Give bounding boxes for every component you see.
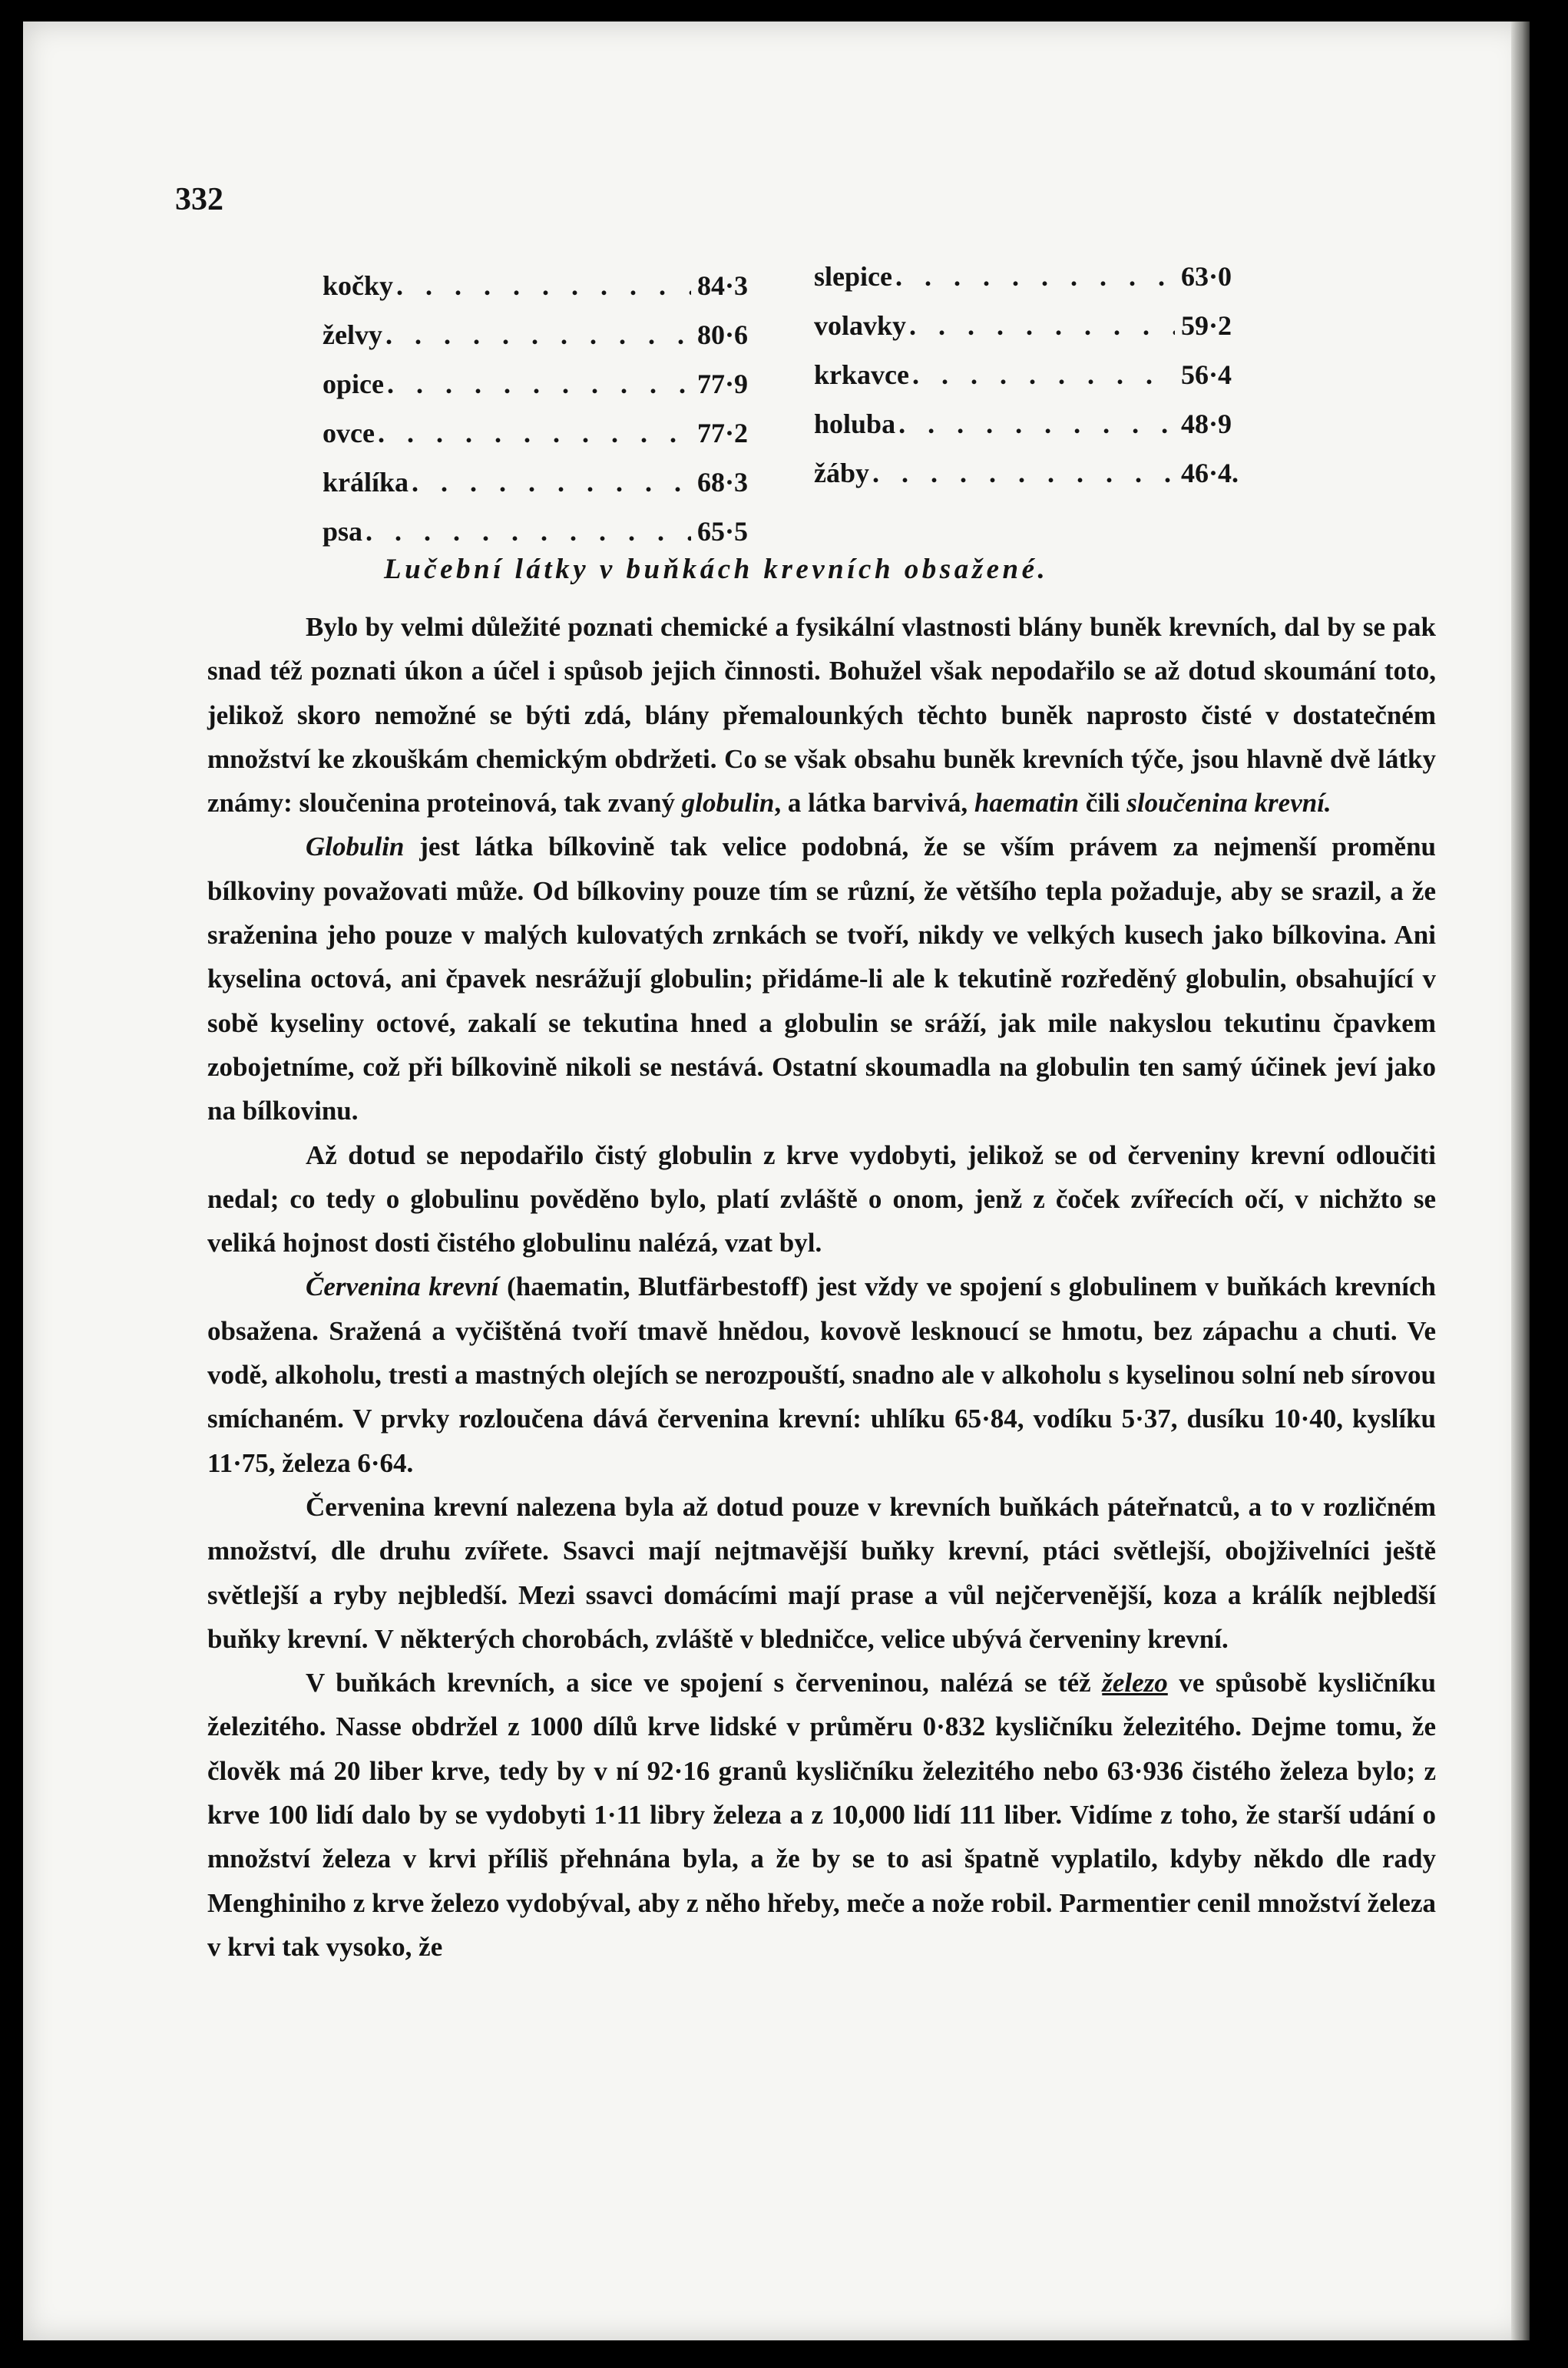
paragraph-text: Až dotud se nepodařilo čistý globulin z krve vydobyti, jelikož se od červeniny krevní odloučiti nedal; co tedy o globulinu pověděno bylo, platí zvláště o onom, jenž z čoček zvířecích očí, v nichžto se veliká hojnost dosti čistého globulinu nalézá, vzat byl.	[207, 1139, 1436, 1258]
table-row-value: 63·0	[1181, 261, 1232, 292]
paragraph-text: (haematin, Blutfärbestoff) jest vždy ve spojení s globulinem v buňkách krevních obsažena. Sražená a vyčištěná tvoří tmavě hnědou, kovově lesknoucí se hmotu, bez zápachu a chuti. Ve vodě, alkoholu, tresti a mastných olejích se nerozpouští, snadno ale v alkoholu s kyselinou solní neb sírovou smíchaném. V prvky rozloučena dává červenina krevní: uhlíku 65·84, vodíku 5·37, dusíku 10·40, kyslíku 11·75, železa 6·64.	[207, 1272, 1436, 1478]
table-row	[323, 359, 774, 408]
paragraph-text: jest látka bílkovině tak velice podobná, že se vším právem za nejmenší proměnu bílkoviny považovati může. Od bílkoviny pouze tím se různí, že většího tepla požaduje, aby se srazil, a že sraženina jeho pouze v malých kulovatých zrnkách se tvoří, nikdy ve velkých kusech jako bílkovina. Ani kyselina octová, ani čpavek nesrážují globulin; přidáme-li ale k tekutině rozředěný globulin, obsahující v sobě kyseliny octové, zakalí se tekutina hned a globulin se sráží, jak mile nakyslou tekutinu čpavkem zobojetníme, což při bílkovině nikoli se nestává. Ostatní skoumadla na globulin ten samý účinek jeví jako na bílkovinu.	[207, 832, 1436, 1126]
table-row-value: 80·6	[697, 319, 749, 350]
paragraph	[207, 1661, 1436, 1969]
table-row	[323, 408, 774, 458]
paragraph	[207, 1265, 1436, 1484]
table-row-label: holuba	[814, 408, 896, 439]
table-row-value: 59·2	[1181, 310, 1232, 341]
table-row-value: 56·4	[1181, 359, 1232, 390]
table-row-label: želvy	[323, 319, 382, 350]
table-row-label: volavky	[814, 310, 907, 341]
paragraph	[207, 1485, 1436, 1661]
term: sloučenina krevní.	[1126, 788, 1331, 819]
table-row-value: 84·3	[697, 270, 749, 301]
table-row-value: 48·9	[1181, 408, 1232, 439]
book-page	[23, 21, 1528, 2340]
table-row-label: opice	[323, 369, 384, 399]
paragraph-text: , a látka barvivá,	[774, 788, 974, 819]
paragraph-text: V buňkách krevních, a sice ve spojení s červeninou, nalézá se též	[306, 1668, 1103, 1698]
table-row-value: 46·4.	[1181, 458, 1239, 488]
table-row-value: 65·5	[697, 516, 749, 547]
page-number: 332	[175, 182, 223, 217]
table-row-value: 68·3	[697, 467, 749, 498]
body-text	[207, 605, 1436, 1969]
table-row-label: kočky	[323, 270, 394, 301]
term: železo	[1102, 1668, 1168, 1698]
table-row	[814, 252, 1258, 301]
paragraph-text: Červenina krevní nalezena byla až dotud pouze v krevních buňkách páteřnatců, a to v rozličném množství, dle druhu zvířete. Ssavci mají nejtmavější buňky krevní, ptáci světlejší, obojživelníci ještě světlejší a ryby nejbledší. Mezi ssavci domácími mají prase a vůl nejčervenější, koza a králík nejbledší buňky krevní. V některých chorobách, zvláště v bledničce, velice ubývá červeniny krevní.	[207, 1491, 1436, 1654]
table-row	[323, 310, 774, 359]
table-left	[323, 261, 774, 556]
table-row	[814, 448, 1258, 498]
section-heading: Lučební látky v buňkách krevních obsažené.	[384, 554, 1049, 585]
table-row	[814, 399, 1258, 448]
term: globulin	[681, 788, 775, 819]
table-row	[814, 350, 1258, 399]
table-row	[323, 507, 774, 556]
paragraph-text: Bylo by velmi důležité poznati chemické a fysikální vlastnosti blány buněk krevních, dal by se pak snad též poznati úkon a účel i spůsob jejich činnosti. Bohužel však nepodařilo se až dotud skoumání toto, jelikož skoro nemožné se býti zdá, blány přemalounkých těchto buněk naprosto čisté v dostatečném množství ke zkouškám chemickým obdržeti. Co se však obsahu buněk krevních týče, jsou hlavně dvě látky známy: sloučenina proteinová, tak zvaný	[207, 612, 1436, 819]
table-row-label: psa	[323, 516, 363, 547]
table-row-label: králíka	[323, 467, 409, 498]
table-row	[323, 458, 774, 507]
table-row-label: žáby	[814, 458, 869, 488]
table-row	[814, 301, 1258, 350]
paragraph	[207, 825, 1436, 1133]
table-row-value: 77·9	[697, 369, 749, 399]
page-spine-shadow	[1511, 21, 1530, 2340]
table-row-value: 77·2	[697, 418, 749, 448]
table-row-label: krkavce	[814, 359, 909, 390]
term: Červenina krevní	[306, 1272, 499, 1302]
paragraph	[207, 1133, 1436, 1265]
term: Globulin	[306, 832, 405, 862]
paragraph-text: čili	[1079, 788, 1127, 819]
paragraph-text: ve spůsobě kysličníku železitého. Nasse obdržel z 1000 dílů krve lidské v průměru 0·832 kysličníku železitého. Dejme tomu, že člověk má 20 liber krve, tedy by v ní 92·16 granů kysličníku železitého nebo 63·936 čistého železa bylo; z krve 100 lidí dalo by se vydobyti 1·11 libry železa a z 10,000 lidí 111 liber. Vidíme z toho, že starší udání o množství železa v krvi příliš přehnána byla, a že by se to asi špatně vyplatilo, kdyby někdo dle rady Menghiniho z krve železo vydobýval, aby z něho hřeby, meče a nože robil. Parmentier cenil množství železa v krvi tak vysoko, že	[207, 1668, 1436, 1962]
table-row-label: slepice	[814, 261, 892, 292]
paragraph	[207, 605, 1436, 825]
table-right	[814, 252, 1258, 498]
table-row-label: ovce	[323, 418, 375, 448]
table-row	[323, 261, 774, 310]
term: haematin	[974, 788, 1080, 819]
